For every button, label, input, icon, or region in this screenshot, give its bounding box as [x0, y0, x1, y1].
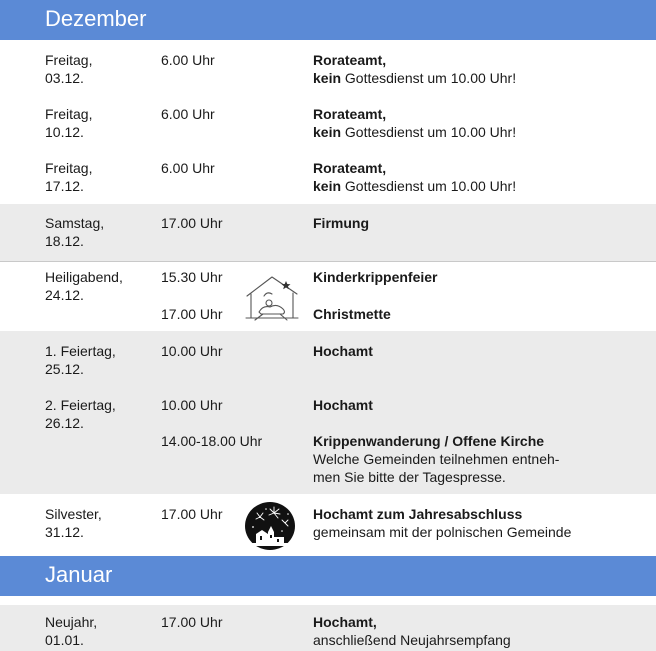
- entry-time: 6.00 Uhr: [161, 160, 215, 176]
- entry-day: Freitag,: [45, 52, 93, 68]
- entry-day: Neujahr,: [45, 614, 98, 630]
- entry-time: 6.00 Uhr: [161, 52, 215, 68]
- entry-note-text: Gottesdienst um 10.00 Uhr!: [341, 178, 517, 194]
- entry-day: Freitag,: [45, 106, 93, 122]
- entry-note-emphasis: kein: [313, 70, 342, 86]
- entry-time: 10.00 Uhr: [161, 397, 223, 413]
- entry-title: Rorateamt,: [313, 106, 387, 122]
- entry-note: men Sie bitte der Tagespresse.: [313, 469, 506, 485]
- entry-title: Hochamt: [313, 343, 373, 359]
- entry-note-emphasis: kein: [313, 178, 342, 194]
- entry-note: anschließend Neujahrsempfang: [313, 632, 511, 648]
- nativity-stable-icon: [243, 272, 301, 324]
- entry-note: [313, 69, 516, 87]
- entry-note-text: Gottesdienst um 10.00 Uhr!: [341, 70, 517, 86]
- entry-day: 1. Feiertag,: [45, 343, 116, 359]
- entry-day: Heiligabend,: [45, 269, 123, 285]
- entry-time: 17.00 Uhr: [161, 614, 223, 630]
- month-header-january: [0, 556, 656, 596]
- entry-day: Samstag,: [45, 215, 105, 231]
- entry-date: 18.12.: [45, 233, 84, 249]
- row-divider: [0, 261, 656, 262]
- entry-date: 17.12.: [45, 178, 84, 194]
- entry-title: Firmung: [313, 215, 369, 231]
- entry-title-second: Krippenwanderung / Offene Kirche: [313, 433, 545, 449]
- church-fireworks-icon: [244, 501, 296, 551]
- entry-title: Hochamt,: [313, 614, 377, 630]
- entry-date: 03.12.: [45, 70, 84, 86]
- month-title: Dezember: [45, 6, 147, 31]
- month-title: Januar: [45, 562, 113, 587]
- month-header-december: [0, 0, 656, 40]
- entry-date: 24.12.: [45, 287, 84, 303]
- entry-title: Hochamt zum Jahresabschluss: [313, 506, 523, 522]
- entry-note: [313, 123, 516, 141]
- entry-date: 26.12.: [45, 415, 84, 431]
- entry-date: 25.12.: [45, 361, 84, 377]
- entry-day: Silvester,: [45, 506, 102, 522]
- entry-time: 17.00 Uhr: [161, 215, 223, 231]
- entry-note-emphasis: kein: [313, 124, 342, 140]
- entry-note: gemeinsam mit der polnischen Gemeinde: [313, 524, 572, 540]
- entry-title-second: Christmette: [313, 306, 391, 322]
- entry-note-text: Gottesdienst um 10.00 Uhr!: [341, 124, 517, 140]
- entry-time: 6.00 Uhr: [161, 106, 215, 122]
- entry-day: 2. Feiertag,: [45, 397, 116, 413]
- entry-note: [313, 177, 516, 195]
- entry-time: 15.30 Uhr: [161, 269, 223, 285]
- entry-time-second: 17.00 Uhr: [161, 306, 223, 322]
- entry-date: 31.12.: [45, 524, 84, 540]
- entry-time: 17.00 Uhr: [161, 506, 223, 522]
- entry-date: 01.01.: [45, 632, 84, 648]
- entry-title: Rorateamt,: [313, 160, 387, 176]
- entry-note: Welche Gemeinden teilnehmen entneh-: [313, 451, 560, 467]
- entry-time: 10.00 Uhr: [161, 343, 223, 359]
- entry-title: Rorateamt,: [313, 52, 387, 68]
- row-background-firmung: [0, 204, 656, 261]
- entry-time-second: 14.00-18.00 Uhr: [161, 433, 263, 449]
- entry-title: Hochamt: [313, 397, 373, 413]
- entry-date: 10.12.: [45, 124, 84, 140]
- entry-day: Freitag,: [45, 160, 93, 176]
- entry-title: Kinderkrippenfeier: [313, 269, 438, 285]
